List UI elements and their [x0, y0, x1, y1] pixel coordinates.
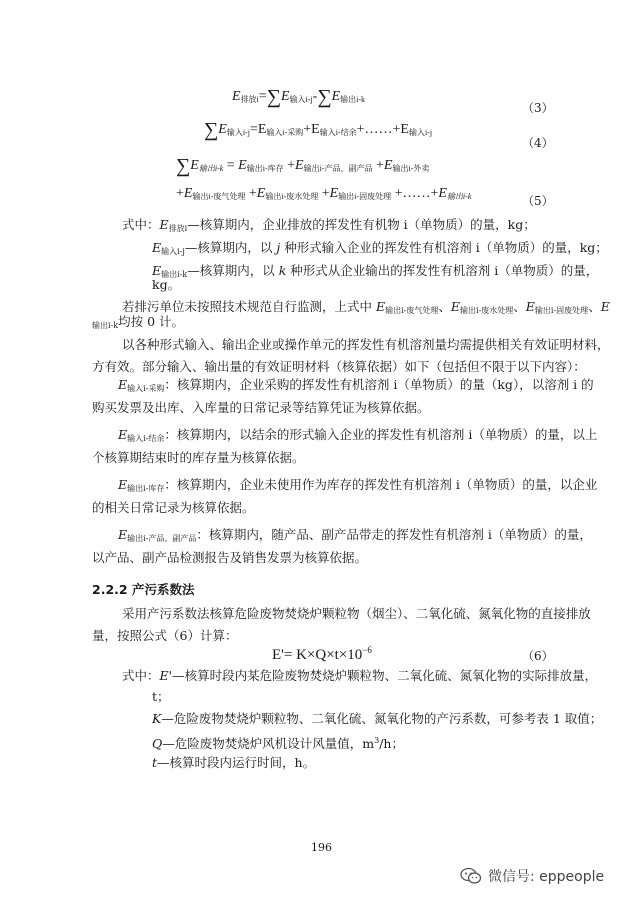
definition-e-output: $E_{输出i-k}—$核算期内，以 k 种形式从企业输出的挥发性有机溶剂 i（单物质）的量，	[152, 263, 599, 279]
equation-6: $E'= K\times Q\times t\times 10^{-6}$	[272, 645, 372, 663]
equation-5-line-2: $+E_{输出i-废气处理} +E_{输出i-废水处理} +E_{输出i-固废处理}$ $+\dots\dots+E_{输出i-k}$	[176, 186, 472, 201]
definition-t: t—核算时段内运行时间，h。	[152, 755, 316, 770]
item-surplus-line-2: 个核算期结束时的库存量为核算依据。	[92, 450, 305, 465]
item-product-line-1: $E_{输出i-产品、副产品}$：核算期内，随产品、副产品带走的挥发性有机溶剂 i（单物质）的量，	[118, 527, 592, 543]
equation-5-number: （5）	[522, 194, 554, 208]
paragraph-monitoring: 若排污单位未按照技术规范自行监测，上式中 $E_{输出i-废气处理}$、$E_{输出i-废水处理}$、$E_{输出i-固废处理}$、E	[122, 299, 610, 315]
equation-3: $E_{排放i}=\sum E_{输入i-j}-\sum E_{输出i-k}$	[232, 86, 366, 108]
equation-4: $\sum E_{输入i-j}=E_{输入i-采购}+E_{输入i-结余}+\dots\dots+E_{输入i-j}$	[204, 119, 433, 141]
paragraph-coefficient-line-2: 量，按照公式（6）计算：	[92, 628, 238, 643]
definition-k: K—危险废物焚烧炉颗粒物、二氧化硫、氮氧化物的产污系数，可参考表 1 取值；	[152, 711, 603, 726]
paragraph-materials-line-1: 以各种形式输入、输出企业或操作单元的挥发性有机溶剂量均需提供相关有效证明材料，	[122, 337, 610, 352]
paragraph-materials-line-2: 方有效。部分输入、输出量的有效证明材料（核算依据）如下（包括但不限于以下内容）：	[92, 359, 586, 374]
definition-e-input: $E_{输入i-j}—$核算期内，以 j 种形式输入企业的挥发性有机溶剂 i（单物质）的量，kg；	[152, 240, 608, 256]
section-heading: 2.2.2 产污系数法	[92, 582, 195, 597]
paragraph-coefficient-line-1: 采用产污系数法核算危险废物焚烧炉颗粒物（烟尘）、二氧化硫、氮氧化物的直接排放	[122, 606, 591, 621]
item-stock-line-1: $E_{输出i-库存}$：核算期内，企业未使用作为库存的挥发性有机溶剂 i（单物质）的量，以企业	[118, 477, 598, 493]
item-purchase-line-1: $E_{输入i-采购}$：核算期内，企业采购的挥发性有机溶剂 i（单物质）的量（kg），以溶剂 i 的	[118, 377, 594, 393]
item-stock-line-2: 的相关日常记录为核算依据。	[92, 500, 255, 515]
watermark-text: 微信号: eppeople	[488, 869, 605, 885]
definition-e-prime-unit: t；	[152, 689, 170, 704]
paragraph-monitoring-line-2: $_{输出i-k}$均按 0 计。	[92, 314, 185, 330]
equation-3-number: （3）	[522, 101, 554, 115]
equation-5-line-1: $\sum E_{输出i-k} = E_{输出i-库存} +E_{输出i-产品、副产品} +E_{输出i-外卖}$	[176, 155, 430, 177]
wechat-icon	[460, 867, 482, 885]
equation-4-number: （4）	[522, 136, 554, 150]
definition-e-emission: 式中：$E_{排放i}—$核算期内，企业排放的挥发性有机物 i（单物质）的量，kg；	[122, 217, 536, 233]
item-product-line-2: 以产品、副产品检测报告及销售发票为核算依据。	[92, 550, 368, 565]
equation-6-number: （6）	[522, 649, 554, 663]
watermark	[460, 866, 604, 886]
definition-q: Q—危险废物焚烧炉风机设计风量值，$m^3/h$；	[152, 736, 404, 752]
item-purchase-line-2: 购买发票及出库、入库量的日常记录等结算凭证为核算依据。	[92, 400, 430, 415]
item-surplus-line-1: $E_{输入i-结余}$：核算期内，以结余的形式输入企业的挥发性有机溶剂 i（单物质）的量，以上	[118, 427, 598, 443]
definition-e-output-unit: kg。	[152, 277, 181, 292]
definition-e-prime: 式中：E'—核算时段内某危险废物焚烧炉颗粒物、二氧化硫、氮氧化物的实际排放量，	[122, 668, 598, 683]
page-number: 196	[311, 841, 332, 854]
